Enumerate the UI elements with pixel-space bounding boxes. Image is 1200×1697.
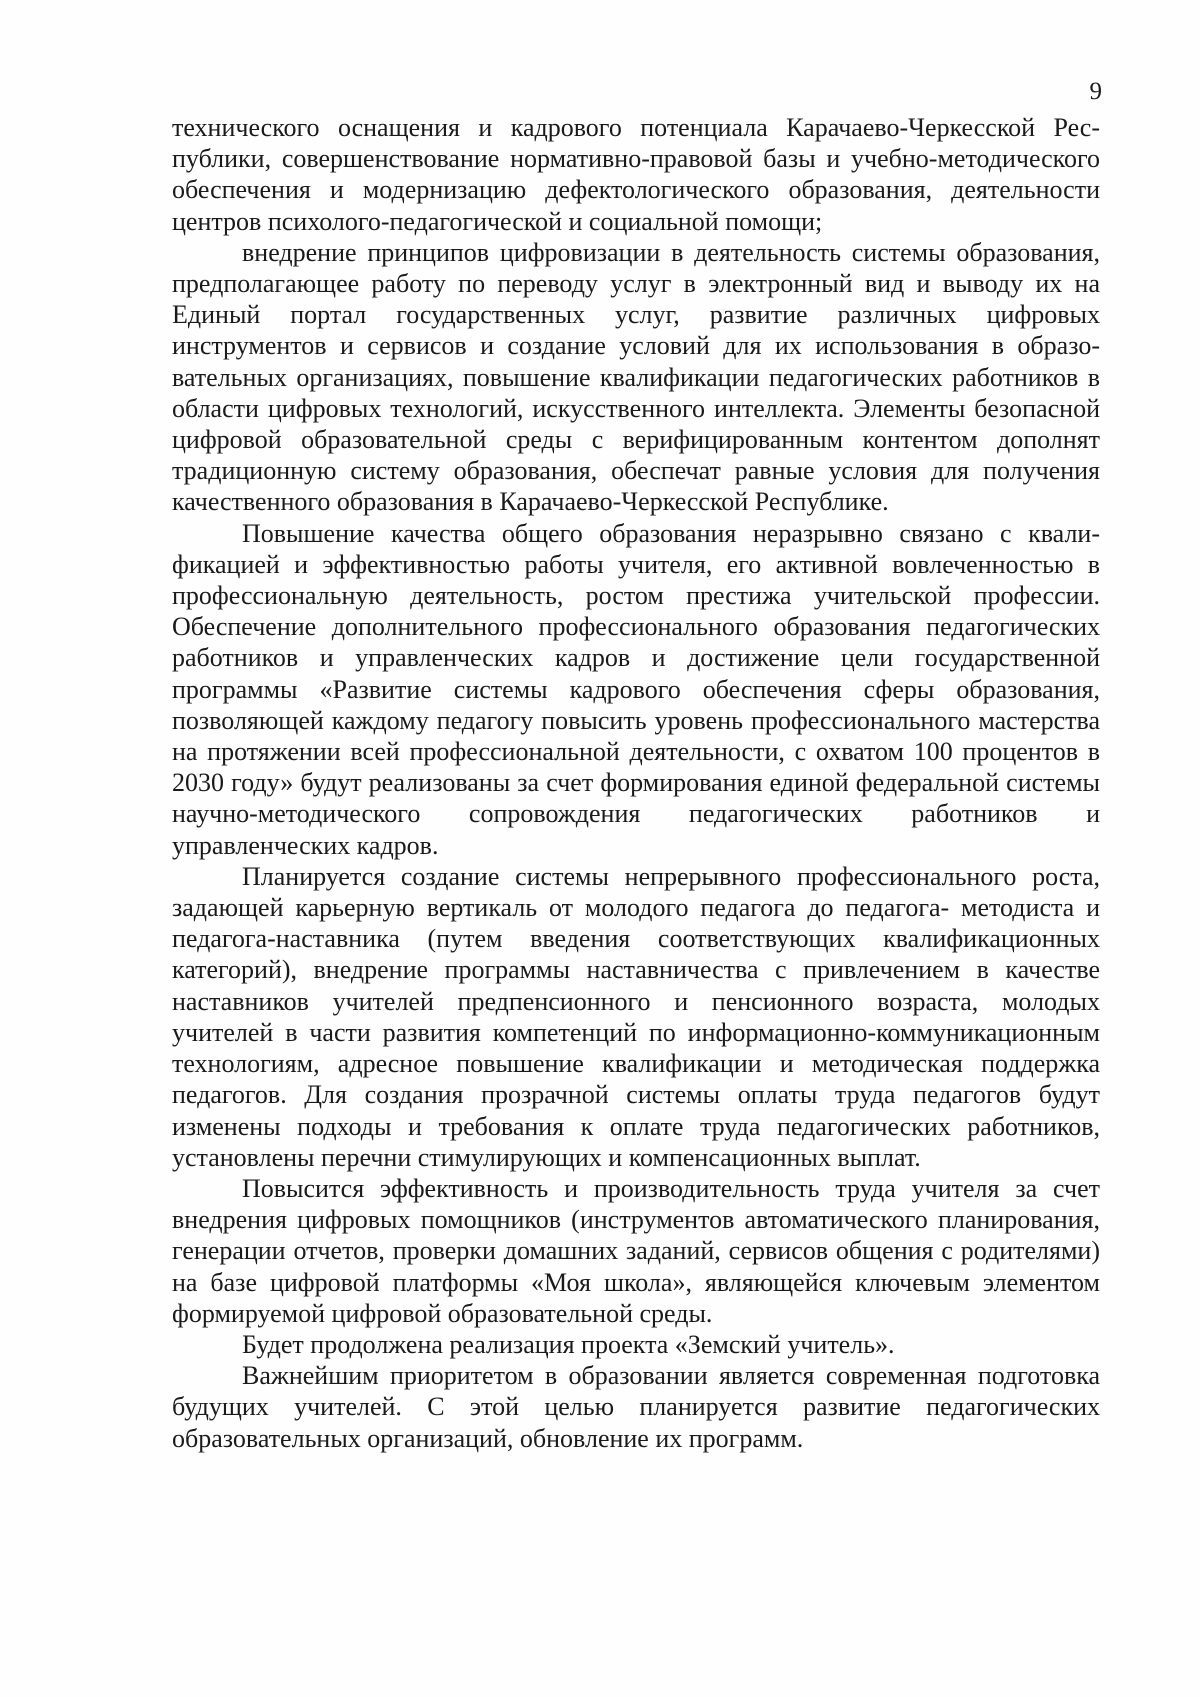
paragraph-teacher-training: Важнейшим приоритетом в образовании является современная подготовка будущих учителей. С этой целью планируется развитие педагогических образовательных организаций, обновление их программ. (172, 1361, 1100, 1453)
document-body (172, 112, 1100, 1454)
paragraph-continuation: технического оснащения и кадрового потенциала Карачаево-Черкесской Республики, совершенствование нормативно-правовой базы и учебно-методического обеспечения и модернизацию дефектологического образования, деятельности центров психолого-педагогической и социальной помощи; (172, 113, 1100, 236)
paragraph-digitalization: внедрение принципов цифровизации в деятельность системы образования, предполагающее работу по переводу услуг в электронный вид и выводу их на Единый портал государственных услуг, развитие различных цифровых инструментов и сервисов и создание условий для их использования в образовательных организациях, повышение квалификации педагогических работников в области цифровых технологий, искусственного интеллекта. Элементы безопасной цифровой образовательной среды с верифицированным контентом дополнят традиционную систему образования, обеспечат равные условия для получения качественного образования в Карачаево-Черкесской Республике. (172, 237, 1100, 517)
paragraph-teacher-quality: Повышение качества общего образования неразрывно связано с квалификацией и эффективностью работы учителя, его активной вовлеченностью в профессиональную деятельность, ростом престижа учительской профессии. Обеспечение дополнительного профессионального образования педагогических работников и управленческих кадров и достижение цели государственной программы «Развитие системы кадрового обеспечения сферы образования, позволяющей каждому педагогу повысить уровень профессионального мастерства на протяжении всей профессиональной деятельности, с охватом 100 процентов в 2030 году» будут реализованы за счет формирования единой федеральной системы научно-методического сопровождения педагогических работников и управленческих кадров. (172, 518, 1100, 860)
paragraph-professional-growth: Планируется создание системы непрерывного профессионального роста, задающей карьерную вертикаль от молодого педагога до педагога- методиста и педагога-наставника (путем введения соответствующих квалификационных категорий), внедрение программы наставничества с привлечением в качестве наставников учителей предпенсионного и пенсионного возраста, молодых учителей в части развития компетенций по информационно-коммуникационным технологиям, адресное повышение квалификации и методическая поддержка педагогов. Для создания прозрачной системы оплаты труда педагогов будут изменены подходы и требования к оплате труда педагогических работников, установлены перечни стимулирующих и компенсационных выплат. (172, 861, 1100, 1172)
paragraph-digital-assistants: Повысится эффективность и производительность труда учителя за счет внедрения цифровых помощников (инструментов автоматического планирования, генерации отчетов, проверки домашних заданий, сервисов общения с родителями) на базе цифровой платформы «Моя школа», являющейся ключевым элементом формируемой цифровой образовательной среды. (172, 1173, 1100, 1328)
page-number: 9 (1089, 78, 1102, 105)
paragraph-zemsky-teacher: Будет продолжена реализация проекта «Земский учитель». (242, 1329, 895, 1359)
